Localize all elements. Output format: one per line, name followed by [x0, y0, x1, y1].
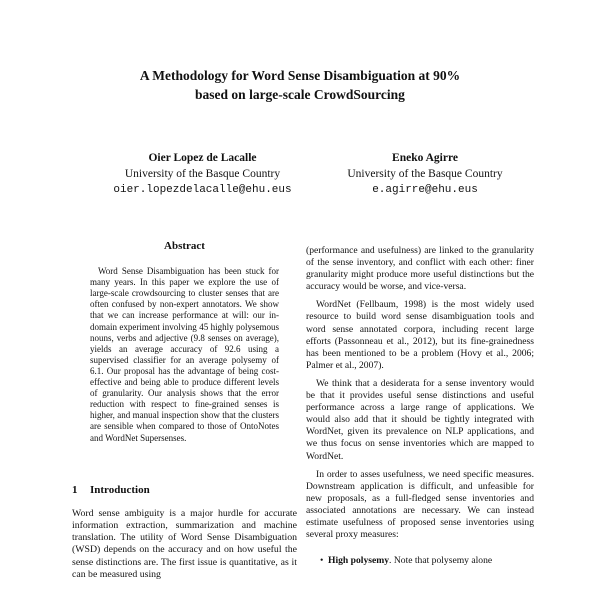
paper-title — [0, 66, 600, 104]
author-name: Oier Lopez de Lacalle — [148, 152, 257, 164]
author-block-1 — [90, 150, 315, 198]
author-affiliation: University of the Basque Country — [347, 168, 503, 180]
bullet-term: High polysemy — [328, 555, 390, 567]
title-line-2: based on large-scale CrowdSourcing — [195, 87, 405, 102]
section-heading-introduction — [72, 484, 297, 496]
right-paragraph-1: (performance and usefulness) are linked to the granularity of the sense inventory, and conflict with each other: finer granularity might produce more useful distinctions but the accuracy would be worse, and vice-versa. — [306, 245, 534, 293]
author-email[interactable]: e.agirre@ehu.eus — [372, 184, 478, 196]
bullet-text: . Note that polysemy alone — [389, 555, 493, 567]
right-paragraph-3: We think that a desiderata for a sense inventory would be that it provides useful sense distinctions and useful performance across a large range of applications. We would also add that it should be tightly integrated with WordNet, given its prevalence on NLP applications, and we thus focus on sense inventories which are mapped to WordNet. — [306, 377, 534, 462]
author-name: Eneko Agirre — [392, 152, 458, 164]
author-affiliation: University of the Basque Country — [124, 168, 281, 180]
abstract-heading: Abstract — [164, 240, 205, 252]
bullet-marker: • — [320, 555, 324, 567]
intro-paragraph-1: Word sense ambiguity is a major hurdle for accurate information extraction, summarization and machine translation. The utility of Word Sense Disambiguation (WSD) depends on the accuracy and on how useful the sense distinctions are. The first issue is quantitative, as it can be measured using — [72, 507, 297, 580]
right-paragraph-2: WordNet (Fellbaum, 1998) is the most widely used resource to build word sense disambiguation tools and word sense annotated corpora, including recent large efforts (Passonneau et al., 2012), but its fine-grainedness has been mentioned to be a problem (Hovy et al., 2006; Palmer et al., 2007). — [306, 299, 534, 371]
bullet-item-polysemy — [320, 555, 534, 567]
right-column — [306, 245, 534, 567]
title-line-1: A Methodology for Word Sense Disambiguation at 90% — [139, 68, 461, 83]
section-number: 1 — [72, 483, 78, 496]
right-paragraph-4: In order to asses usefulness, we need specific measures. Downstream application is difficult, and unfeasible for new proposals, as a full-fledged sense inventories and associated annotations are necessary. We can instead estimate usefulness of proposed sense inventories using several proxy measures: — [306, 468, 534, 541]
abstract-text: Word Sense Disambiguation has been stuck for many years. In this paper we explore the use of large-scale crowdsourcing to cluster senses that are often confused by non-expert annotators. We show that we can increase performance at will: our in-domain experiment involving 45 highly polysemous nouns, verbs and adjective (9.8 senses on average), yields an average accuracy of 92.6 using a supervised classifier for an average polysemy of 6.1. Our proposal has the advantage of being cost-effective and being able to produce different levels of granularity. Our analysis shows that the error reduction with respect to fine-grained senses is higher, and manual inspection show that the clusters are sensible when compared to those of OntoNotes and WordNet Supersenses. — [90, 266, 279, 443]
section-title: Introduction — [90, 483, 150, 496]
author-block-2 — [305, 150, 545, 198]
author-email[interactable]: oier.lopezdelacalle@ehu.eus — [113, 184, 292, 196]
left-column — [72, 240, 297, 587]
